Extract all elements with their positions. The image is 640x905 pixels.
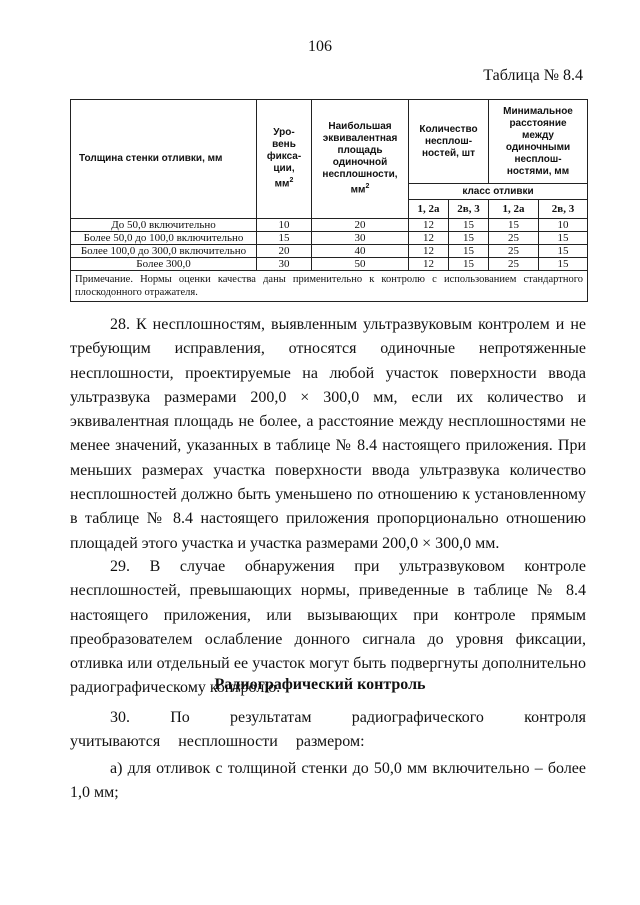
header-count: Количество несплош- ностей, шт (409, 100, 489, 184)
cell-dist-b: 15 (539, 245, 588, 258)
cell-dist-a: 25 (489, 232, 539, 245)
cell-thickness: Более 300,0 (71, 258, 257, 271)
table-row (71, 245, 588, 258)
cell-dist-a: 25 (489, 245, 539, 258)
table-row (71, 232, 588, 245)
paragraph-a: а) для отливок с толщиной стенки до 50,0 мм включительно – более 1,0 мм; (70, 760, 586, 802)
cell-level: 30 (257, 258, 312, 271)
cell-dist-b: 15 (539, 258, 588, 271)
cell-level: 15 (257, 232, 312, 245)
subheader-count-b: 2в, 3 (449, 200, 489, 219)
cell-dist-a: 25 (489, 258, 539, 271)
table-note: Примечание. Нормы оценки качества даны применительно к контролю с использованием стандартного плоскодонного отражателя. (71, 271, 588, 302)
subheader-dist-a: 1, 2а (489, 200, 539, 219)
cell-dist-a: 15 (489, 219, 539, 232)
cell-thickness: До 50,0 включительно (71, 219, 257, 232)
table-row (71, 258, 588, 271)
cell-dist-b: 10 (539, 219, 588, 232)
subheader-dist-b: 2в, 3 (539, 200, 588, 219)
header-thickness: Толщина стенки отливки, мм (71, 100, 257, 219)
cell-dist-b: 15 (539, 232, 588, 245)
cell-count-a: 12 (409, 245, 449, 258)
spec-table (70, 99, 588, 302)
cell-count-b: 15 (449, 232, 489, 245)
subheader-count-a: 1, 2а (409, 200, 449, 219)
header-area: Наибольшая эквивалентная площадь одиночной несплошности, $мм^2$ (312, 100, 409, 219)
header-class: класс отливки (409, 184, 588, 200)
paragraph-29: 29. В случае обнаружения при ультразвуковом контроле несплошностей, превышающих нормы, приведенные в таблице № 8.4 настоящего приложения, или вызывающих при контроле прямым преобразователем ослабление донного сигнала до уровня фиксации, отливка или отдельный ее участок могут быть подвергнуты дополнительно радиографическому контролю. (70, 558, 586, 697)
paragraph-28: 28. К несплошностям, выявленным ультразвуковым контролем и не требующим исправления, относятся одиночные непротяженные несплошности, проектируемые на любой участок поверхности ввода ультразвука размерами 200,0 × 300,0 мм, если их количество и эквивалентная площадь не более, а расстояние между несплошностями не менее значений, указанных в таблице № 8.4 настоящего приложения. При меньших размерах участка поверхности ввода ультразвука количество несплошностей должно быть уменьшено по отношению к установленному в таблице № 8.4 настоящего приложения пропорционально отношению площадей этого участка и участка размерами 200,0 × 300,0 мм. (70, 316, 586, 552)
cell-count-b: 15 (449, 245, 489, 258)
cell-count-a: 12 (409, 258, 449, 271)
cell-count-b: 15 (449, 258, 489, 271)
page-number: 106 (308, 38, 332, 55)
cell-thickness: Более 50,0 до 100,0 включительно (71, 232, 257, 245)
header-level: Уро- вень фикса- ции, $мм^2$ (257, 100, 312, 219)
cell-count-b: 15 (449, 219, 489, 232)
cell-level: 10 (257, 219, 312, 232)
section-heading: Радиографический контроль (214, 676, 426, 693)
cell-area: 40 (312, 245, 409, 258)
cell-area: 20 (312, 219, 409, 232)
table-row (71, 219, 588, 232)
cell-area: 30 (312, 232, 409, 245)
table-caption: Таблица № 8.4 (483, 67, 583, 84)
cell-count-a: 12 (409, 232, 449, 245)
cell-area: 50 (312, 258, 409, 271)
cell-level: 20 (257, 245, 312, 258)
cell-thickness: Более 100,0 до 300,0 включительно (71, 245, 257, 258)
cell-count-a: 12 (409, 219, 449, 232)
header-distance: Минимальное расстояние между одиночными несплош- ностями, мм (489, 100, 588, 184)
paragraph-30: 30. По результатам радиографического контроля учитываются несплошности размером: (70, 709, 586, 751)
